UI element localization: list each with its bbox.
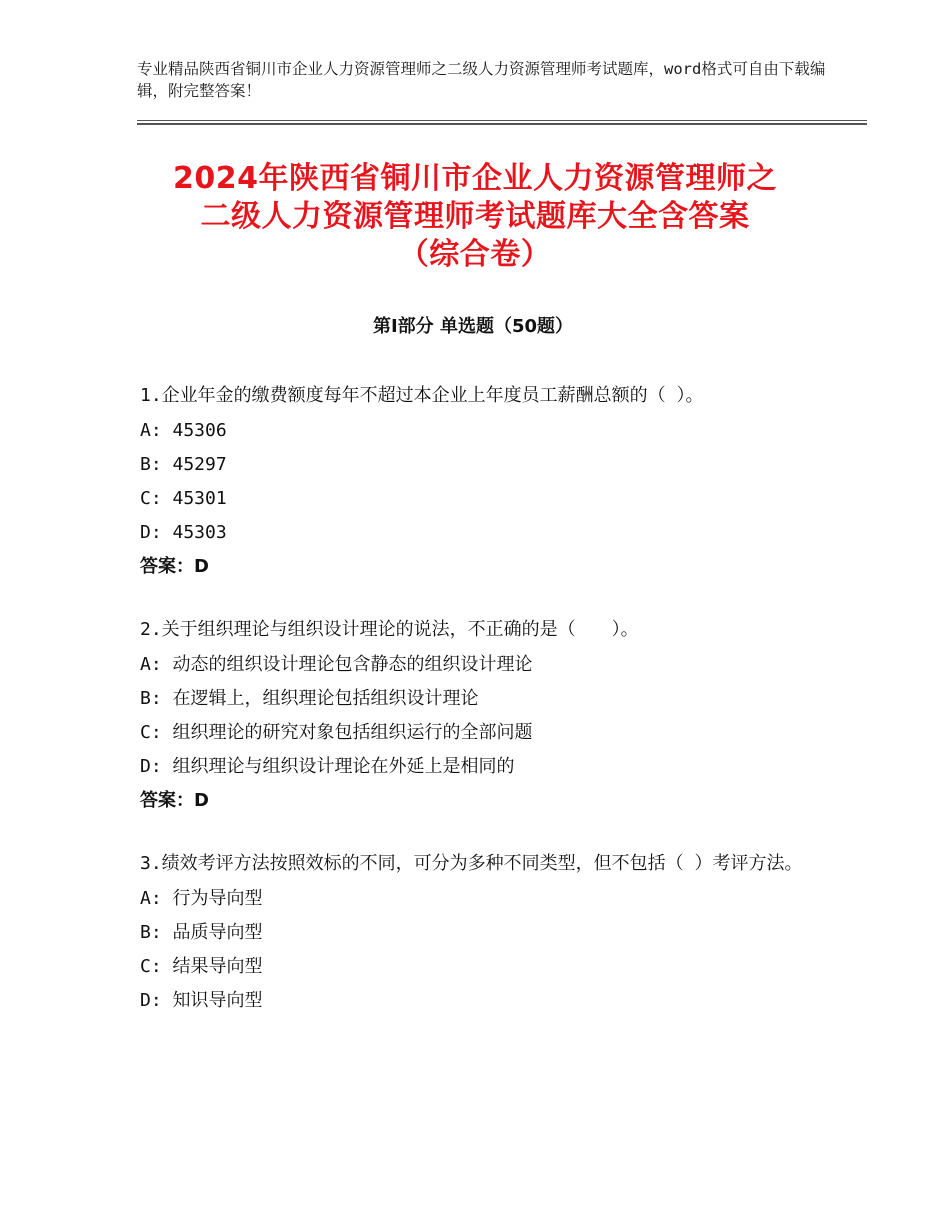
title-line-1: 2024年陕西省铜川市企业人力资源管理师之 [173,161,777,196]
header-divider [137,120,867,125]
question-list [140,380,820,1048]
option-c: C: 组织理论的研究对象包括组织运行的全部问题 [140,722,533,743]
option-d: D: 知识导向型 [140,990,263,1011]
question-1 [140,380,820,584]
option-d: D: 45303 [140,522,227,543]
option-b: B: 品质导向型 [140,922,263,943]
question-2 [140,614,820,818]
question-stem: 1.企业年金的缴费额度每年不超过本企业上年度员工薪酬总额的（ ）。 [140,385,704,406]
option-b: B: 45297 [140,454,227,475]
option-d: D: 组织理论与组织设计理论在外延上是相同的 [140,756,515,777]
answer-label: 答案：D [140,790,209,811]
option-a: A: 45306 [140,420,227,441]
header-note: 专业精品陕西省铜川市企业人力资源管理师之二级人力资源管理师考试题库，word格式可自由下载编辑，附完整答案！ [137,60,826,100]
option-b: B: 在逻辑上，组织理论包括组织设计理论 [140,688,479,709]
question-stem: 2.关于组织理论与组织设计理论的说法，不正确的是（ ）。 [140,619,639,640]
document-title [120,160,830,274]
title-line-3: （综合卷） [398,237,552,272]
section-title: 第Ⅰ部分 单选题（50题） [372,316,573,337]
option-a: A: 动态的组织设计理论包含静态的组织设计理论 [140,654,533,675]
title-line-2: 二级人力资源管理师考试题库大全含答案 [200,199,750,234]
question-stem: 3.绩效考评方法按照效标的不同，可分为多种不同类型，但不包括（ ）考评方法。 [140,853,803,874]
question-3 [140,848,820,1018]
option-c: C: 结果导向型 [140,956,263,977]
option-c: C: 45301 [140,488,227,509]
option-a: A: 行为导向型 [140,888,263,909]
answer-label: 答案：D [140,556,209,577]
